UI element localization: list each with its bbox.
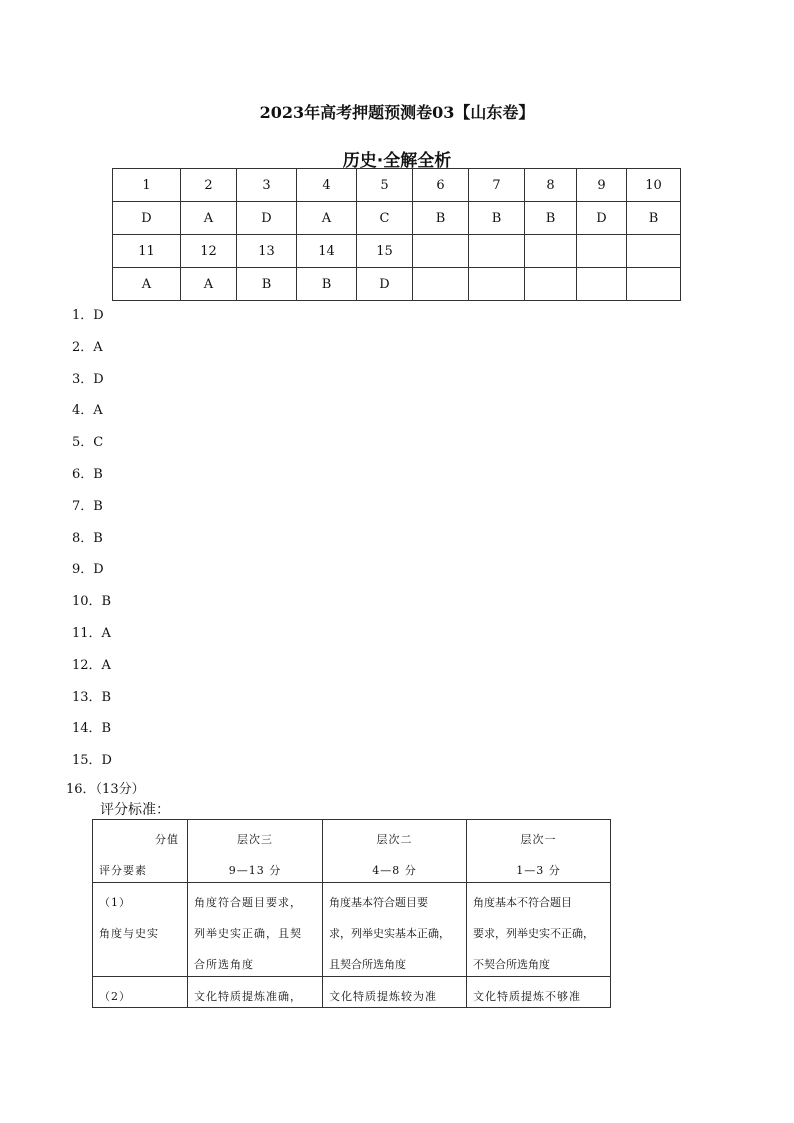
table-cell — [188, 883, 323, 977]
answer-table-cell: A — [181, 202, 237, 235]
cell-text: 角度符合题目要求， — [194, 896, 302, 909]
answer-table-cell — [525, 268, 577, 301]
table-cell — [467, 977, 611, 1008]
answer-table-cell: 15 — [357, 235, 413, 268]
question-16-heading: 16．（13分） — [66, 782, 145, 797]
answer-table-cell: 3 — [237, 169, 297, 202]
list-item: 3．D — [72, 371, 104, 387]
list-item: 15．D — [72, 753, 112, 769]
answer-table-cell: 11 — [113, 235, 181, 268]
cell-text: 列举史实正确，且契 — [194, 927, 302, 940]
cell-text: 文化特质提炼较为准 — [329, 990, 437, 1003]
level-name: 层次二 — [376, 833, 413, 846]
answer-table-cell — [525, 235, 577, 268]
document-subtitle: 历史·全解全析 — [342, 151, 452, 171]
answer-table-cell: A — [113, 268, 181, 301]
answer-table-cell: D — [113, 202, 181, 235]
answer-table-cell: C — [357, 202, 413, 235]
answer-table-row — [113, 169, 681, 202]
answer-table-cell: B — [469, 202, 525, 235]
answer-table-cell: B — [525, 202, 577, 235]
answer-table-cell: 10 — [627, 169, 681, 202]
table-cell — [323, 883, 467, 977]
answer-table-cell: 7 — [469, 169, 525, 202]
row-label: 角度与史实 — [99, 927, 159, 940]
row-label: （1） — [99, 896, 131, 909]
answer-table-cell — [469, 235, 525, 268]
list-item: 13．B — [72, 689, 112, 705]
element-label: 评分要素 — [99, 864, 147, 877]
cell-text: 角度基本符合题目要 — [329, 896, 428, 909]
answer-table-cell — [469, 268, 525, 301]
list-item: 4．A — [72, 403, 103, 419]
answer-table-cell: 6 — [413, 169, 469, 202]
scoring-table — [92, 819, 611, 1008]
answer-table-cell: B — [237, 268, 297, 301]
answer-table-cell — [577, 235, 627, 268]
cell-text: 要求，列举史实不正确， — [473, 927, 594, 940]
cell-text: 不契合所选角度 — [473, 958, 550, 971]
answer-table-cell: A — [181, 268, 237, 301]
list-item: 5．C — [72, 435, 104, 451]
list-item: 12．A — [72, 657, 111, 673]
criteria-label: 评分标准： — [100, 802, 170, 818]
answer-table-cell — [627, 235, 681, 268]
answer-table-cell: 4 — [297, 169, 357, 202]
cell-text: 求，列举史实基本正确， — [329, 927, 450, 940]
cell-text: 文化特质提炼准确， — [194, 990, 302, 1003]
answer-table-cell: D — [577, 202, 627, 235]
answer-list — [72, 306, 112, 783]
table-cell — [188, 977, 323, 1008]
scoring-header-cell — [93, 820, 188, 883]
list-item: 1．D — [72, 308, 104, 323]
table-row — [93, 883, 611, 977]
answer-table-cell — [413, 268, 469, 301]
answer-table-cell: B — [627, 202, 681, 235]
answer-table-cell: 2 — [181, 169, 237, 202]
scoring-header-cell — [467, 820, 611, 883]
answer-table-cell: 9 — [577, 169, 627, 202]
answer-table-cell — [413, 235, 469, 268]
table-cell — [93, 883, 188, 977]
answer-table-cell — [577, 268, 627, 301]
cell-text: 角度基本不符合题目 — [473, 896, 572, 909]
answer-table — [112, 168, 681, 301]
table-cell — [467, 883, 611, 977]
row-label: （2） — [99, 990, 131, 1003]
table-row — [93, 977, 611, 1008]
cell-text: 文化特质提炼不够准 — [473, 990, 581, 1003]
list-item: 14．B — [72, 721, 112, 737]
list-item: 9．D — [72, 562, 104, 578]
cell-text: 合所选角度 — [194, 958, 254, 971]
answer-table-cell: D — [357, 268, 413, 301]
list-item: 10．B — [72, 594, 112, 610]
level-range: 9—13 分 — [228, 864, 282, 877]
answer-table-cell: 13 — [237, 235, 297, 268]
scoring-header-row — [93, 820, 611, 883]
scoring-header-cell — [323, 820, 467, 883]
answer-table-row — [113, 235, 681, 268]
list-item: 2．A — [72, 339, 103, 355]
answer-table-cell: A — [297, 202, 357, 235]
answer-table-cell: 8 — [525, 169, 577, 202]
document-title: 2023年高考押题预测卷03【山东卷】 — [259, 103, 535, 122]
answer-table-cell: 5 — [357, 169, 413, 202]
cell-text: 且契合所选角度 — [329, 958, 406, 971]
table-cell — [93, 977, 188, 1008]
score-label: 分值 — [155, 833, 179, 846]
answer-table-cell: B — [413, 202, 469, 235]
answer-table-cell: 12 — [181, 235, 237, 268]
scoring-header-cell — [188, 820, 323, 883]
table-cell — [323, 977, 467, 1008]
level-range: 1—3 分 — [516, 864, 561, 877]
answer-table-row — [113, 268, 681, 301]
list-item: 8．B — [72, 530, 103, 546]
list-item: 11．A — [72, 625, 111, 641]
answer-table-cell: 14 — [297, 235, 357, 268]
answer-table-cell: B — [297, 268, 357, 301]
level-range: 4—8 分 — [372, 864, 417, 877]
list-item: 7．B — [72, 498, 103, 514]
answer-table-row — [113, 202, 681, 235]
answer-table-cell: D — [237, 202, 297, 235]
answer-table-cell — [627, 268, 681, 301]
list-item: 6．B — [72, 466, 103, 482]
answer-table-cell: 1 — [113, 169, 181, 202]
level-name: 层次一 — [520, 833, 557, 846]
level-name: 层次三 — [237, 833, 273, 846]
